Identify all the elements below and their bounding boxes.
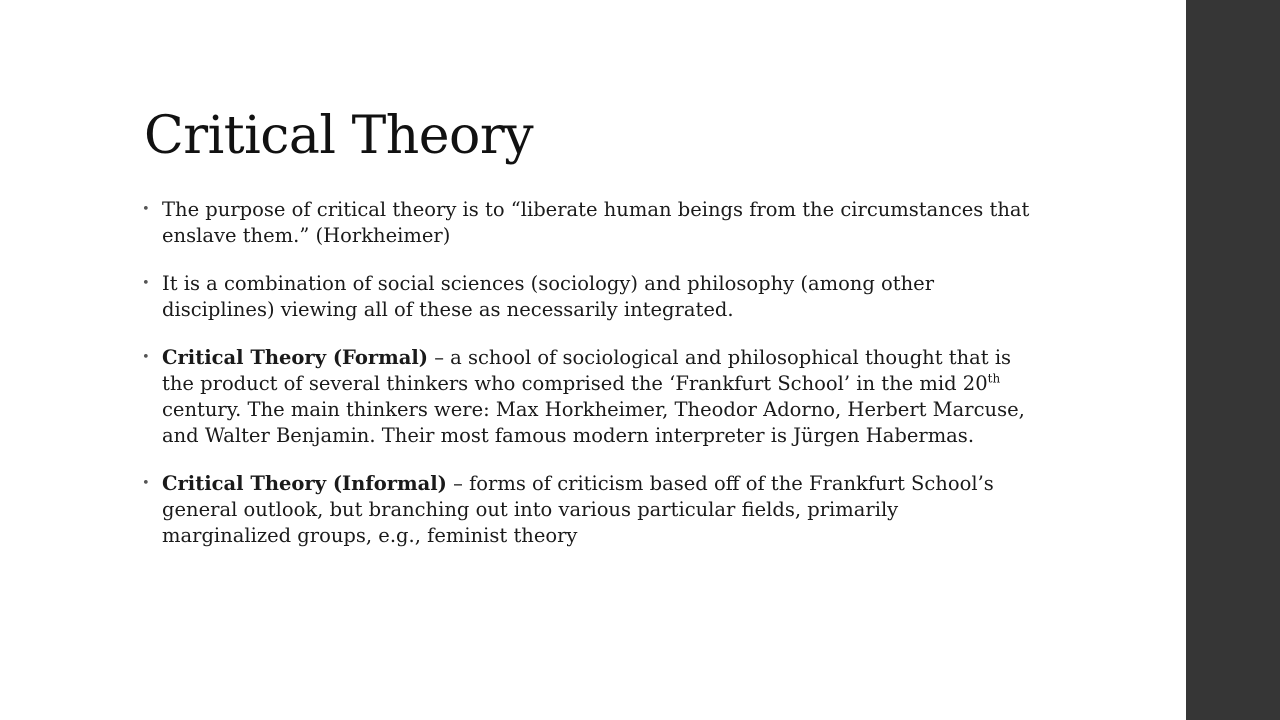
bullet-lead-term: Critical Theory (Formal) [162, 346, 429, 369]
bullet-text: – forms of criticism based off of the Frankfurt School’s general outlook, but branching out into various particular fields, primarily marginalized groups, e.g., feminist theory [162, 472, 994, 547]
decorative-side-band [1186, 0, 1280, 720]
bullet-lead-term: Critical Theory (Informal) [162, 472, 447, 495]
bullet-formal [142, 345, 1032, 449]
bullet-text: It is a combination of social sciences (sociology) and philosophy (among other disciplines) viewing all of these as necessarily integrated. [162, 272, 935, 321]
bullet-dot: • [142, 276, 150, 291]
bullet-text-continued: century. The main thinkers were: Max Horkheimer, Theodor Adorno, Herbert Marcuse, and Walter Benjamin. Their most famous modern interpreter is Jürgen Habermas. [162, 398, 1025, 447]
ordinal-superscript: th [987, 371, 1001, 386]
bullet-dot: • [142, 476, 150, 491]
bullet-combination [142, 271, 1032, 323]
bullet-dot: • [142, 350, 150, 365]
bullet-purpose [142, 197, 1032, 249]
bullet-text: – a school of sociological and philosophical thought that is the product of several thinkers who comprised the ‘Frankfurt School’ in the mid 20 [162, 346, 1012, 395]
bullet-text: The purpose of critical theory is to “liberate human beings from the circumstances that enslave them.” (Horkheimer) [162, 198, 1030, 247]
bullet-dot: • [142, 202, 150, 217]
bullet-list [142, 197, 1032, 571]
slide-title: Critical Theory [144, 106, 534, 166]
bullet-informal [142, 471, 1032, 549]
